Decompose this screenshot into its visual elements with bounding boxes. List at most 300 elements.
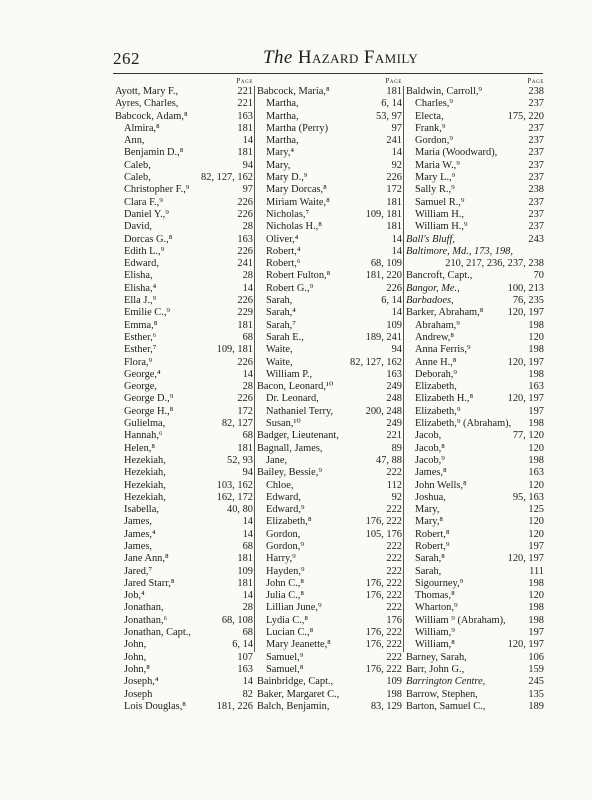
entry-name: Isabella, xyxy=(124,504,159,516)
index-entry xyxy=(113,566,254,578)
entry-pages: 53, 97 xyxy=(376,110,402,122)
index-entry xyxy=(404,270,545,282)
entry-name: Elizabeth, xyxy=(415,381,457,393)
entry-name: Barr, John G., xyxy=(406,663,465,675)
entry-name: Sarah,⁸ xyxy=(415,553,445,565)
index-entry xyxy=(255,184,403,196)
index-entry xyxy=(113,369,254,381)
entry-pages: 163 xyxy=(528,467,544,479)
entry-pages: 97 xyxy=(391,122,402,134)
entry-pages: 111 xyxy=(529,565,544,577)
entry-name: Elizabeth,⁹ (Abraham), xyxy=(415,418,512,430)
entry-pages: 229 xyxy=(237,307,253,319)
entry-name: Edward,⁹ xyxy=(266,504,305,516)
entry-name: Edith L.,⁹ xyxy=(124,245,165,257)
entry-pages: 94 xyxy=(242,159,253,171)
entry-name: Gulielma, xyxy=(124,418,166,430)
index-entry xyxy=(404,689,545,701)
index-columns xyxy=(113,76,545,712)
index-entry xyxy=(113,615,254,627)
index-entry xyxy=(404,418,545,430)
header-rule xyxy=(113,73,543,74)
entry-name: Elizabeth,⁹ xyxy=(415,405,461,417)
page-column-label: Page xyxy=(385,77,402,85)
entry-name: James,⁸ xyxy=(415,467,447,479)
entry-pages: 222 xyxy=(386,651,402,663)
entry-name: Sarah E., xyxy=(266,331,304,343)
index-entry xyxy=(255,332,403,344)
entry-pages: 40, 80 xyxy=(227,504,253,516)
index-entry xyxy=(255,135,403,147)
entry-pages: 238 xyxy=(528,184,544,196)
index-entry xyxy=(255,111,403,123)
index-entry xyxy=(255,393,403,405)
entry-pages: 249 xyxy=(386,418,402,430)
entry-pages: 237 xyxy=(528,196,544,208)
entry-pages: 248 xyxy=(386,393,402,405)
entry-name: Christopher F.,⁹ xyxy=(124,184,190,196)
entry-name: Esther,⁶ xyxy=(124,331,157,343)
entry-pages: 14 xyxy=(242,590,253,602)
entry-pages: 163 xyxy=(528,381,544,393)
entry-name: Emma,⁸ xyxy=(124,319,158,331)
entry-pages: 109, 181 xyxy=(216,344,253,356)
index-entry xyxy=(404,467,545,479)
entry-name: Lillian June,⁹ xyxy=(266,602,322,614)
entry-name: Jonathan,⁶ xyxy=(124,614,168,626)
entry-name: Ball's Bluff, xyxy=(406,233,455,245)
index-entry xyxy=(404,664,545,676)
entry-pages: 176, 222 xyxy=(365,627,402,639)
entry-pages: 226 xyxy=(386,282,402,294)
entry-pages: 181 xyxy=(237,442,253,454)
index-entry xyxy=(404,381,545,393)
index-entry xyxy=(113,344,254,356)
index-entry xyxy=(404,184,545,196)
entry-pages: 197 xyxy=(528,540,544,552)
entry-name: Sarah,⁷ xyxy=(266,319,296,331)
entry-pages: 181 xyxy=(237,122,253,134)
entry-pages: 6, 14 xyxy=(232,639,253,651)
index-entry xyxy=(113,480,254,492)
index-entry xyxy=(113,430,254,442)
entry-pages: 100, 213 xyxy=(507,282,544,294)
entry-name: Lucian C.,⁸ xyxy=(266,627,314,639)
index-entry xyxy=(404,578,545,590)
index-entry xyxy=(113,246,254,258)
index-entry xyxy=(404,701,545,713)
entry-name: Jane Ann,⁸ xyxy=(124,553,169,565)
entry-name: Robert G.,⁹ xyxy=(266,282,314,294)
index-column-2 xyxy=(255,76,403,713)
entry-name: Barney, Sarah, xyxy=(406,651,467,663)
entry-name: Baker, Margaret C., xyxy=(257,688,340,700)
entry-pages: 198 xyxy=(528,319,544,331)
index-entry xyxy=(255,639,403,651)
index-column-1 xyxy=(113,76,254,713)
index-entry xyxy=(113,160,254,172)
index-entry xyxy=(404,246,545,258)
entry-name: Benjamin D.,⁸ xyxy=(124,147,184,159)
index-entry xyxy=(404,258,545,270)
entry-name: Barton, Samuel C., xyxy=(406,700,486,712)
entry-name: Baltimore, Md., 173, 198, xyxy=(406,245,513,257)
entry-name: Daniel Y.,⁹ xyxy=(124,208,169,220)
index-entry xyxy=(113,172,254,184)
entry-name: Elizabeth,⁸ xyxy=(266,516,312,528)
entry-pages: 68 xyxy=(242,331,253,343)
entry-pages: 245 xyxy=(528,676,544,688)
index-entry xyxy=(404,430,545,442)
entry-pages: 198 xyxy=(528,418,544,430)
entry-pages: 70 xyxy=(533,270,544,282)
entry-name: Mary Jeanette,⁸ xyxy=(266,639,331,651)
entry-pages: 181 xyxy=(237,553,253,565)
index-entry xyxy=(113,307,254,319)
entry-pages: 241 xyxy=(237,258,253,270)
entry-name: Thomas,⁸ xyxy=(415,590,455,602)
index-entry xyxy=(113,147,254,159)
entry-pages: 198 xyxy=(528,368,544,380)
index-entry xyxy=(113,184,254,196)
entry-name: Sally R.,⁹ xyxy=(415,184,455,196)
entry-name: William,⁸ xyxy=(415,639,455,651)
index-entry xyxy=(255,307,403,319)
index-entry xyxy=(404,553,545,565)
entry-name: Julia C.,⁸ xyxy=(266,590,304,602)
entry-name: Gordon,⁹ xyxy=(266,540,304,552)
entry-name: Electa, xyxy=(415,110,444,122)
index-entry xyxy=(255,689,403,701)
entry-name: Hezekiah, xyxy=(124,467,166,479)
entry-name: Ann, xyxy=(124,135,145,147)
index-entry xyxy=(113,504,254,516)
index-entry xyxy=(255,676,403,688)
entry-pages: 77, 120 xyxy=(512,430,544,442)
index-entry xyxy=(113,320,254,332)
entry-name: Chloe, xyxy=(266,479,294,491)
entry-pages: 237 xyxy=(528,147,544,159)
entry-pages: 198 xyxy=(528,614,544,626)
entry-pages: 92 xyxy=(391,159,402,171)
entry-name: William H., xyxy=(415,208,464,220)
index-entry xyxy=(404,602,545,614)
entry-name: Sigourney,⁹ xyxy=(415,577,464,589)
entry-name: Dr. Leonard, xyxy=(266,393,319,405)
entry-name: Jacob,⁹ xyxy=(415,454,445,466)
entry-name: Lydia C.,⁸ xyxy=(266,614,309,626)
entry-pages: 237 xyxy=(528,221,544,233)
entry-name: Hayden,⁹ xyxy=(266,565,305,577)
running-title-family: Hazard Family xyxy=(297,47,419,68)
index-entry xyxy=(113,86,254,98)
entry-name: Mary, xyxy=(266,159,291,171)
entry-name: George,⁴ xyxy=(124,368,161,380)
index-entry xyxy=(404,221,545,233)
entry-pages: 221 xyxy=(386,430,402,442)
entry-name: Susan,¹⁰ xyxy=(266,418,301,430)
index-entry xyxy=(255,627,403,639)
entry-pages: 181 xyxy=(386,221,402,233)
entry-pages: 181 xyxy=(237,577,253,589)
index-entry xyxy=(113,529,254,541)
entry-name: Jane, xyxy=(266,454,288,466)
index-entry xyxy=(255,480,403,492)
entry-pages: 82, 127, 162 xyxy=(201,172,253,184)
index-entry xyxy=(113,270,254,282)
entry-pages: 198 xyxy=(386,688,402,700)
entry-name: Mary L.,⁹ xyxy=(415,172,456,184)
entry-pages: 120 xyxy=(528,331,544,343)
entry-pages: 6, 14 xyxy=(381,295,402,307)
entry-pages: 28 xyxy=(242,270,253,282)
entry-name: Maria W.,⁹ xyxy=(415,159,460,171)
entry-name: Martha, xyxy=(266,135,299,147)
index-entry xyxy=(404,147,545,159)
index-entry xyxy=(113,541,254,553)
entry-pages: 237 xyxy=(528,122,544,134)
index-entry xyxy=(404,111,545,123)
entry-pages: 109 xyxy=(237,565,253,577)
entry-pages: 82, 127 xyxy=(221,418,253,430)
index-entry xyxy=(404,639,545,651)
entry-name: Anna Ferris,⁹ xyxy=(415,344,471,356)
entry-pages: 68, 108 xyxy=(221,614,253,626)
index-entry xyxy=(404,504,545,516)
entry-name: Hannah,⁶ xyxy=(124,430,163,442)
index-entry xyxy=(255,283,403,295)
index-entry xyxy=(113,111,254,123)
entry-name: Deborah,⁹ xyxy=(415,368,457,380)
index-entry xyxy=(255,234,403,246)
index-entry xyxy=(113,283,254,295)
entry-name: Samuel R.,⁹ xyxy=(415,196,465,208)
entry-pages: 181, 220 xyxy=(365,270,402,282)
entry-name: Badger, Lieutenant, xyxy=(257,430,339,442)
entry-pages: 200, 248 xyxy=(365,405,402,417)
entry-pages: 198 xyxy=(528,344,544,356)
index-entry xyxy=(255,418,403,430)
entry-name: David, xyxy=(124,221,152,233)
entry-name: James, xyxy=(124,540,152,552)
entry-pages: 120, 197 xyxy=(507,393,544,405)
entry-name: Waite, xyxy=(266,344,293,356)
index-entry xyxy=(404,455,545,467)
index-entry xyxy=(113,516,254,528)
index-entry xyxy=(404,332,545,344)
entry-name: Joseph xyxy=(124,688,153,700)
index-entry xyxy=(404,652,545,664)
entry-pages: 14 xyxy=(391,233,402,245)
entry-pages: 243 xyxy=(528,233,544,245)
index-entry xyxy=(255,701,403,713)
index-entry xyxy=(255,443,403,455)
index-entry xyxy=(113,652,254,664)
entry-pages: 14 xyxy=(242,516,253,528)
entry-pages: 68 xyxy=(242,430,253,442)
index-entry xyxy=(113,553,254,565)
entry-pages: 181 xyxy=(237,147,253,159)
entry-name: Mary, xyxy=(415,504,440,516)
entry-name: Joshua, xyxy=(415,491,446,503)
entry-pages: 221 xyxy=(237,86,253,97)
entry-pages: 163 xyxy=(237,663,253,675)
entry-name: Mary Dorcas,⁸ xyxy=(266,184,327,196)
index-entry xyxy=(255,197,403,209)
index-entry xyxy=(113,455,254,467)
entry-pages: 226 xyxy=(237,393,253,405)
index-entry xyxy=(404,615,545,627)
index-entry xyxy=(113,98,254,110)
index-entry xyxy=(113,393,254,405)
index-entry xyxy=(255,320,403,332)
entry-pages: 197 xyxy=(528,405,544,417)
index-entry xyxy=(255,381,403,393)
entry-pages: 197 xyxy=(528,627,544,639)
running-title-the: The xyxy=(263,47,293,68)
index-entry xyxy=(255,615,403,627)
entry-pages: 176 xyxy=(386,614,402,626)
index-entry xyxy=(113,492,254,504)
index-entry xyxy=(404,320,545,332)
entry-pages: 163 xyxy=(386,368,402,380)
index-entry xyxy=(255,467,403,479)
index-entry xyxy=(404,135,545,147)
index-entry xyxy=(255,492,403,504)
entry-pages: 175, 220 xyxy=(507,110,544,122)
entry-pages: 120 xyxy=(528,516,544,528)
entry-name: Ella J.,⁹ xyxy=(124,295,157,307)
index-entry xyxy=(255,516,403,528)
entry-name: William P., xyxy=(266,368,313,380)
index-entry xyxy=(404,357,545,369)
index-entry xyxy=(113,578,254,590)
entry-pages: 163 xyxy=(237,110,253,122)
index-entry xyxy=(113,123,254,135)
entry-pages: 163 xyxy=(237,233,253,245)
entry-name: Dorcas G.,⁸ xyxy=(124,233,173,245)
entry-pages: 198 xyxy=(528,577,544,589)
entry-name: Jared Starr,⁸ xyxy=(124,577,175,589)
entry-pages: 181, 226 xyxy=(216,700,253,712)
index-entry xyxy=(404,443,545,455)
entry-name: George D.,⁹ xyxy=(124,393,174,405)
entry-name: John C.,⁸ xyxy=(266,577,304,589)
entry-pages: 120 xyxy=(528,442,544,454)
entry-pages: 159 xyxy=(528,663,544,675)
index-entry xyxy=(404,197,545,209)
index-entry xyxy=(404,295,545,307)
index-entry xyxy=(255,369,403,381)
entry-pages: 222 xyxy=(386,602,402,614)
index-entry xyxy=(255,98,403,110)
entry-name: Maria (Woodward), xyxy=(415,147,498,159)
entry-name: Martha, xyxy=(266,110,299,122)
index-entry xyxy=(113,295,254,307)
entry-pages: 120, 197 xyxy=(507,356,544,368)
entry-name: Barrington Centre, xyxy=(406,676,486,688)
index-entry xyxy=(113,197,254,209)
entry-pages: 68 xyxy=(242,627,253,639)
entry-name: Jonathan, xyxy=(124,602,164,614)
entry-pages: 92 xyxy=(391,491,402,503)
entry-pages: 14 xyxy=(242,676,253,688)
entry-pages: 237 xyxy=(528,172,544,184)
index-entry xyxy=(113,602,254,614)
entry-pages: 135 xyxy=(528,688,544,700)
entry-name: Esther,⁷ xyxy=(124,344,157,356)
entry-name: Jared,⁷ xyxy=(124,565,153,577)
index-entry xyxy=(255,344,403,356)
entry-pages: 120 xyxy=(528,528,544,540)
entry-pages: 107 xyxy=(237,651,253,663)
entry-pages: 52, 93 xyxy=(227,454,253,466)
entry-pages: 68 xyxy=(242,540,253,552)
index-entry xyxy=(113,221,254,233)
entry-pages: 222 xyxy=(386,467,402,479)
entry-name: Babcock, Maria,⁸ xyxy=(257,86,330,97)
entry-name: Sarah, xyxy=(266,295,293,307)
index-entry xyxy=(255,147,403,159)
entry-pages: 109 xyxy=(386,319,402,331)
index-entry xyxy=(113,332,254,344)
entry-name: Edward, xyxy=(266,491,301,503)
entry-name: Miriam Waite,⁸ xyxy=(266,196,330,208)
entry-pages: 120, 197 xyxy=(507,639,544,651)
entry-name: James, xyxy=(124,516,152,528)
index-entry xyxy=(404,492,545,504)
page-column-label: Page xyxy=(236,77,253,85)
entry-name: Elisha,⁴ xyxy=(124,282,157,294)
index-entry xyxy=(255,172,403,184)
index-entry xyxy=(255,270,403,282)
entry-name: Job,⁴ xyxy=(124,590,145,602)
index-entry xyxy=(255,295,403,307)
entry-pages: 222 xyxy=(386,553,402,565)
entry-pages: 120, 197 xyxy=(507,307,544,319)
entry-name: George, xyxy=(124,381,157,393)
entry-name: Robert,⁴ xyxy=(266,245,301,257)
entry-name: Mary,⁸ xyxy=(415,516,444,528)
index-entry xyxy=(255,541,403,553)
entry-name: Emilie C.,⁹ xyxy=(124,307,171,319)
entry-name: James,⁴ xyxy=(124,528,156,540)
entry-pages: 226 xyxy=(237,245,253,257)
index-entry xyxy=(113,701,254,713)
entry-pages: 14 xyxy=(391,147,402,159)
index-entry xyxy=(255,590,403,602)
entry-name: Oliver,⁴ xyxy=(266,233,299,245)
entry-name: Robert,⁶ xyxy=(266,258,301,270)
entry-pages: 198 xyxy=(528,602,544,614)
entry-name: Bailey, Bessie,⁹ xyxy=(257,467,322,479)
entry-pages: 83, 129 xyxy=(370,700,402,712)
entry-pages: 181 xyxy=(386,196,402,208)
entry-pages: 82 xyxy=(242,688,253,700)
entry-pages: 237 xyxy=(528,135,544,147)
entry-pages: 226 xyxy=(386,172,402,184)
entry-name: Gordon, xyxy=(266,528,301,540)
index-entry xyxy=(404,529,545,541)
entry-pages: 89 xyxy=(391,442,402,454)
index-entry xyxy=(255,221,403,233)
entry-pages: 226 xyxy=(237,208,253,220)
entry-pages: 181 xyxy=(237,319,253,331)
index-entry xyxy=(255,566,403,578)
index-entry xyxy=(113,639,254,651)
index-entry xyxy=(255,553,403,565)
index-entry xyxy=(113,676,254,688)
